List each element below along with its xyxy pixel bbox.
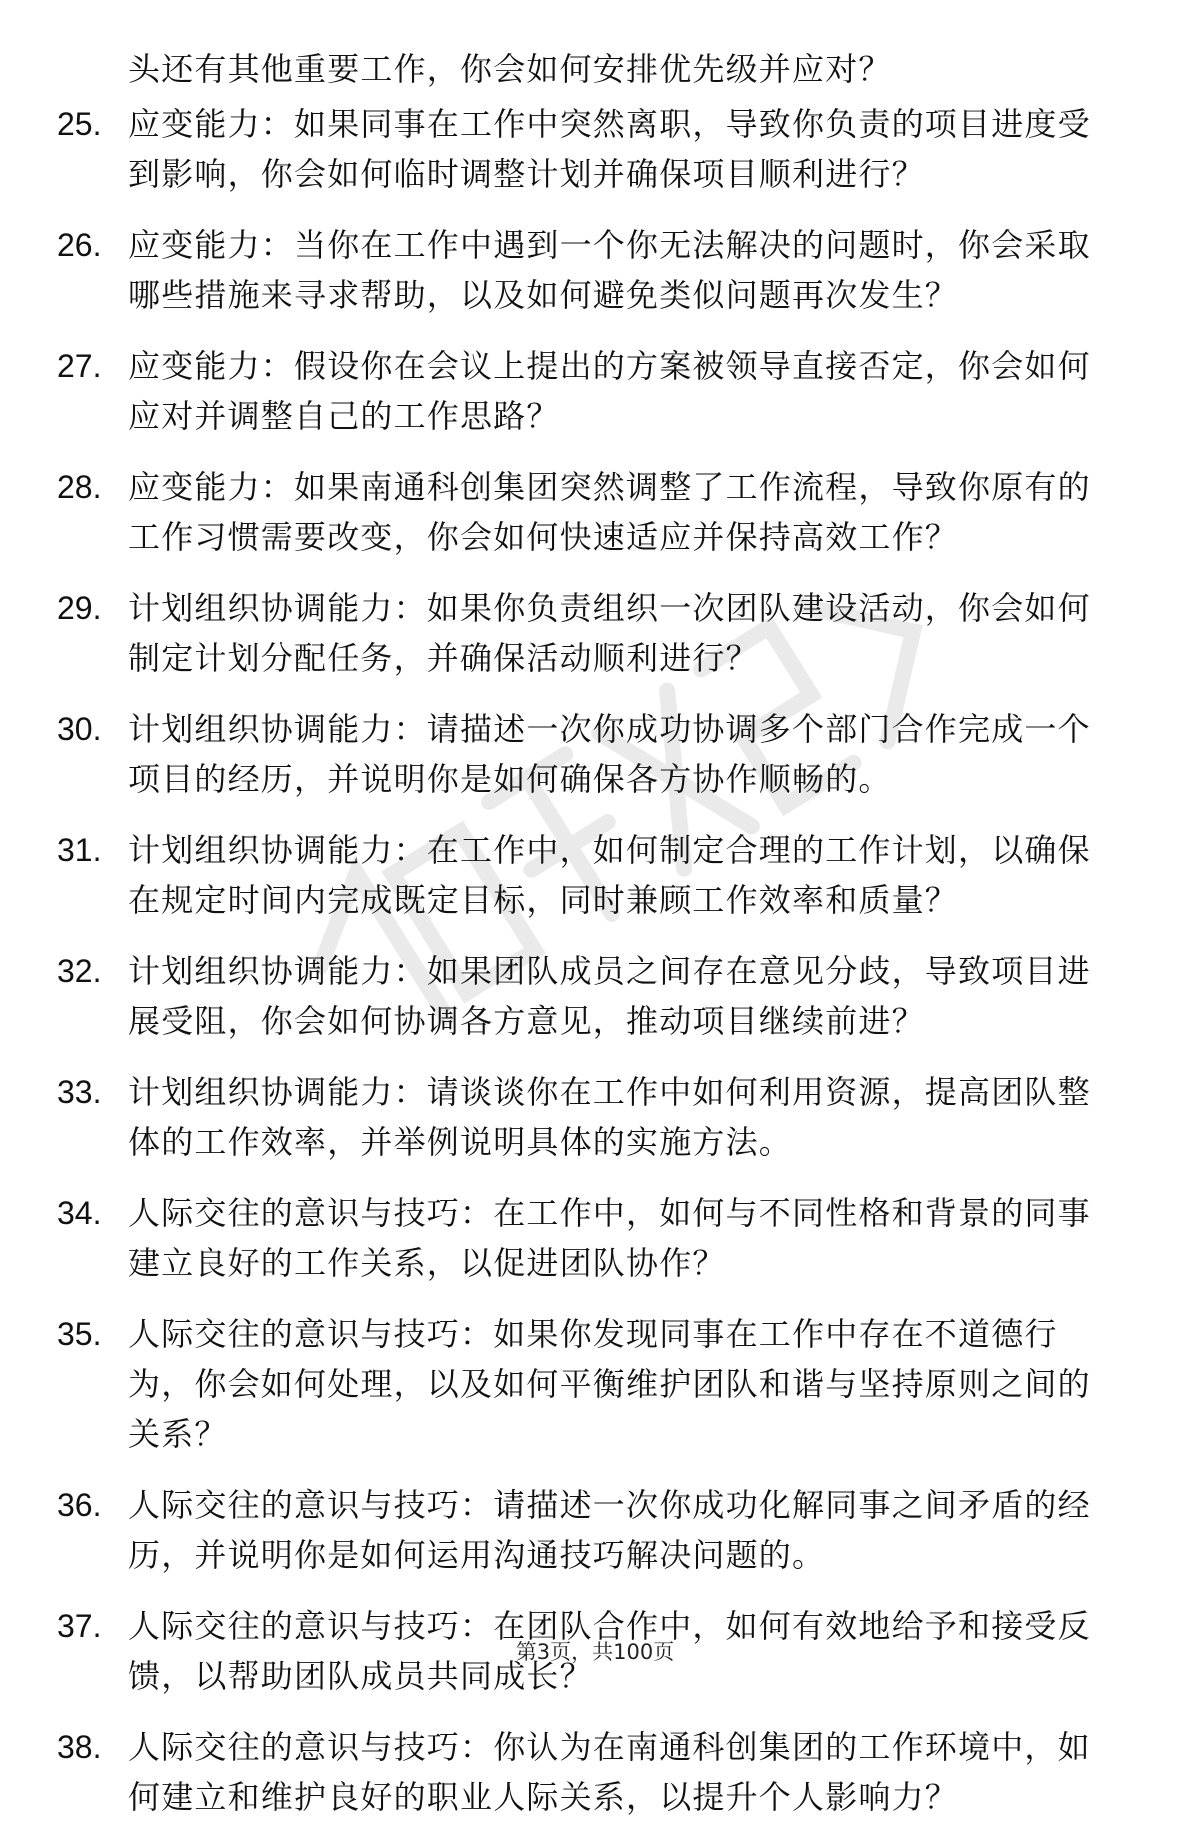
question-list xyxy=(0,99,1190,1843)
question-number: 26. xyxy=(57,227,102,263)
question-number: 34. xyxy=(57,1195,102,1231)
question-text: 计划组织协调能力：请谈谈你在工作中如何利用资源，提高团队整体的工作效率，并举例说明具体的实施方法。 xyxy=(128,1073,1091,1161)
question-number: 29. xyxy=(57,590,102,626)
question-text: 人际交往的意识与技巧：在工作中，如何与不同性格和背景的同事建立良好的工作关系，以促进团队协作？ xyxy=(128,1194,1091,1282)
question-item xyxy=(0,1722,1118,1822)
question-number: 25. xyxy=(57,106,102,142)
question-text: 计划组织协调能力：请描述一次你成功协调多个部门合作完成一个项目的经历，并说明你是如何确保各方协作顺畅的。 xyxy=(128,710,1091,798)
question-text: 应变能力：如果同事在工作中突然离职，导致你负责的项目进度受到影响，你会如何临时调整计划并确保项目顺利进行？ xyxy=(128,105,1091,193)
question-item xyxy=(0,1188,1118,1288)
question-number: 28. xyxy=(57,469,102,505)
question-item xyxy=(0,825,1118,925)
question-number: 33. xyxy=(57,1074,102,1110)
question-item xyxy=(0,99,1118,199)
question-item xyxy=(0,220,1118,320)
question-text: 计划组织协调能力：如果团队成员之间存在意见分歧，导致项目进展受阻，你会如何协调各方意见，推动项目继续前进？ xyxy=(128,952,1091,1040)
question-item xyxy=(0,946,1118,1046)
question-number: 31. xyxy=(57,832,102,868)
question-number: 35. xyxy=(57,1316,102,1352)
question-number: 38. xyxy=(57,1729,102,1765)
question-number: 36. xyxy=(57,1487,102,1523)
question-number: 27. xyxy=(57,348,102,384)
question-text: 计划组织协调能力：如果你负责组织一次团队建设活动，你会如何制定计划分配任务，并确保活动顺利进行？ xyxy=(128,589,1091,677)
question-text: 计划组织协调能力：在工作中，如何制定合理的工作计划，以确保在规定时间内完成既定目标，同时兼顾工作效率和质量？ xyxy=(128,831,1091,919)
question-number: 30. xyxy=(57,711,102,747)
question-text: 应变能力：当你在工作中遇到一个你无法解决的问题时，你会采取哪些措施来寻求帮助，以及如何避免类似问题再次发生？ xyxy=(128,226,1091,314)
question-item xyxy=(0,704,1118,804)
question-text: 人际交往的意识与技巧：你认为在南通科创集团的工作环境中，如何建立和维护良好的职业人际关系，以提升个人影响力？ xyxy=(128,1728,1091,1816)
question-text: 应变能力：如果南通科创集团突然调整了工作流程，导致你原有的工作习惯需要改变，你会如何快速适应并保持高效工作？ xyxy=(128,468,1091,556)
question-item xyxy=(0,1309,1118,1459)
question-number: 37. xyxy=(57,1608,102,1644)
question-number: 32. xyxy=(57,953,102,989)
page-number-footer: 第3页，共100页 xyxy=(515,1640,675,1664)
question-item xyxy=(0,583,1118,683)
question-text: 人际交往的意识与技巧：请描述一次你成功化解同事之间矛盾的经历，并说明你是如何运用沟通技巧解决问题的。 xyxy=(128,1486,1091,1574)
question-item xyxy=(0,462,1118,562)
question-text: 人际交往的意识与技巧：在团队合作中，如何有效地给予和接受反馈，以帮助团队成员共同成长？ xyxy=(128,1607,1091,1695)
continuation-text: 头还有其他重要工作，你会如何安排优先级并应对？ xyxy=(128,50,892,88)
question-item xyxy=(0,341,1118,441)
question-item xyxy=(0,1067,1118,1167)
question-text: 人际交往的意识与技巧：如果你发现同事在工作中存在不道德行为，你会如何处理，以及如何平衡维护团队和谐与坚持原则之间的关系？ xyxy=(128,1315,1091,1453)
question-item xyxy=(0,1480,1118,1580)
question-text: 应变能力：假设你在会议上提出的方案被领导直接否定，你会如何应对并调整自己的工作思路？ xyxy=(128,347,1091,435)
